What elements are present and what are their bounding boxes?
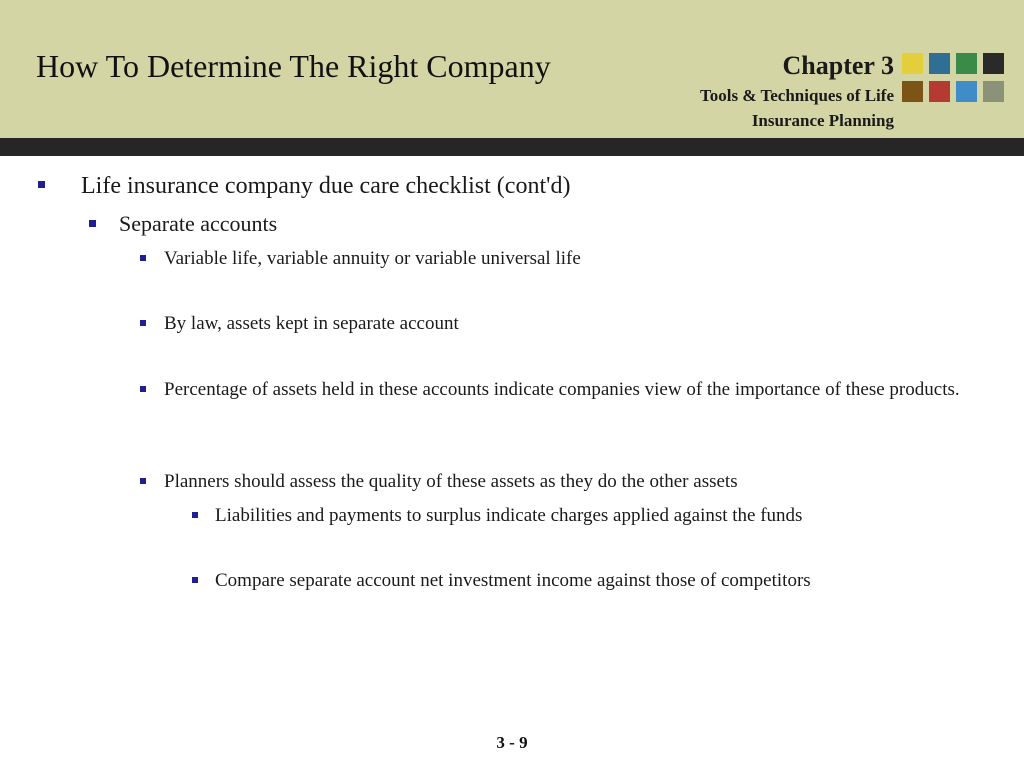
swatch-black [983, 53, 1004, 74]
bullet-l4-liabilities: Liabilities and payments to surplus indicate charges applied against the funds [215, 505, 803, 526]
swatch-red [929, 81, 950, 102]
header-divider-bar [0, 138, 1024, 156]
bullet-l3-by-law: By law, assets kept in separate account [164, 313, 459, 334]
bullet-icon [140, 255, 146, 261]
bullet-icon [140, 478, 146, 484]
chapter-subtitle-line2: Insurance Planning [751, 111, 894, 130]
chapter-block [700, 50, 894, 132]
bullet-l1-checklist: Life insurance company due care checklist (cont'd) [81, 173, 571, 199]
bullet-l2-separate-accounts: Separate accounts [119, 211, 278, 236]
swatch-gray-green [983, 81, 1004, 102]
page-number: 3 - 9 [496, 733, 528, 752]
swatch-yellow [902, 53, 923, 74]
bullet-icon [38, 181, 45, 188]
swatch-blue-light [956, 81, 977, 102]
bullet-icon [192, 512, 198, 518]
slide-header [0, 0, 1024, 138]
slide-title: How To Determine The Right Company [36, 48, 551, 84]
bullet-icon [140, 386, 146, 392]
bullet-l4-compare: Compare separate account net investment income against those of competitors [215, 570, 811, 591]
swatch-brown [902, 81, 923, 102]
bullet-l3-variable: Variable life, variable annuity or variable universal life [164, 248, 581, 269]
swatch-green [956, 53, 977, 74]
bullet-icon [140, 320, 146, 326]
bullet-l3-planners: Planners should assess the quality of these assets as they do the other assets [164, 471, 738, 492]
bullet-l3-percentage: Percentage of assets held in these accounts indicate companies view of the importance of these products. [164, 379, 960, 400]
chapter-subtitle-line1: Tools & Techniques of Life [700, 86, 894, 105]
bullet-icon [89, 220, 96, 227]
decorative-color-swatches [902, 53, 1012, 105]
chapter-title: Chapter 3 [782, 51, 894, 80]
swatch-blue-dark [929, 53, 950, 74]
bullet-icon [192, 577, 198, 583]
